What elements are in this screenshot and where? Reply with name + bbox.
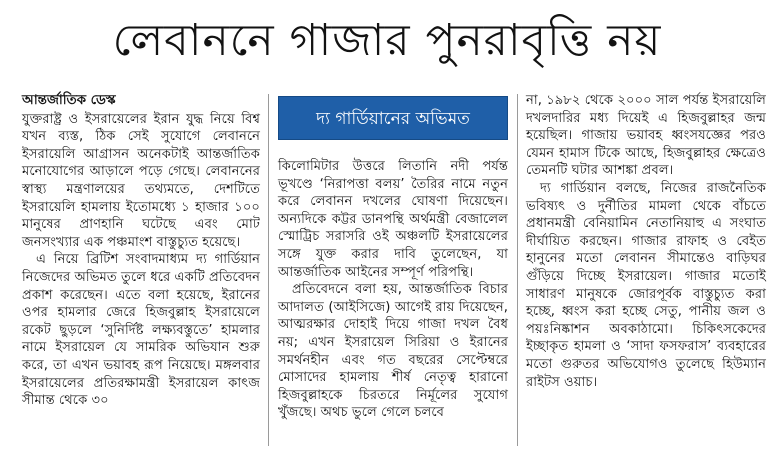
column-rule [268, 94, 269, 446]
paragraph: দ্য গার্ডিয়ান বলছে, নিজের রাজনৈতিক ভবিষ্যৎ ও দুর্নীতির মামলা থেকে বাঁচতে প্রধানমন্ত্রী বেনিয়ামিন নেতানিয়াহু এ সংঘাত দীর্ঘায়িত করছেন। গাজার রাফাহ ও বেইত হানুনের মতো লেবানন সীমান্তেও বাড়িঘর গুঁড়িয়ে দিচ্ছে ইসরায়েল। গাজার মতোই সাধারণ মানুষকে জোরপূর্বক বাস্তুচ্যুত করা হচ্ছে, ধ্বংস করা হচ্ছে সেতু, পানীয় জল ও পয়ঃনিষ্কাশন অবকাঠামো। চিকিৎসকেদের ইচ্ছাকৃত হামলা ও ‘সাদা ফসফরাস’ ব্যবহারের মতো গুরুতর অভিযোগও তুলেছে হিউম্যান রাইটস ওয়াচ। [526, 180, 766, 390]
paragraph: প্রতিবেদনে বলা হয়, আন্তর্জাতিক বিচার আদালত (আইসিজে) আগেই রায় দিয়েছেন, আত্মরক্ষার দোহাই দিয়ে গাজা দখল বৈধ নয়; এখন ইসরায়েল সিরিয়া ও ইরানের সমর্থনহীন এবং গত বছরের সেপ্টেম্বরে মোসাদের হামলায় শীর্ষ নেতৃত্ব হারানো হিজবুল্লাহকে চিরতরে নির্মূলের সুযোগ খুঁজছে। অথচ ভুলে গেলে চলবে [278, 282, 508, 421]
headline: লেবাননে গাজার পুনরাবৃত্তি নয় [112, 15, 662, 66]
column-2 [278, 158, 508, 422]
paragraph: কিলোমিটার উত্তরে লিতানি নদী পর্যন্ত ভূখণ্ডে ‘নিরাপত্তা বলয়’ তৈরির নামে নতুন করে লেবানন দখলের ঘোষণা দিয়েছেন। অন্যদিকে কট্টর ডানপন্থি অর্থমন্ত্রী বেজালেল স্মোট্রিচ সরাসরি ওই অঞ্চলটি ইসরায়েলের সঙ্গে যুক্ত করার দাবি তুলেছেন, যা আন্তর্জাতিক আইনের সম্পূর্ণ পরিপন্থি। [278, 159, 508, 280]
paragraph: না, ১৯৮২ থেকে ২০০০ সাল পর্যন্ত ইসরায়েলি দখলদারির মধ্য দিয়েই এ হিজবুল্লাহর জন্ম হয়েছিল। গাজায় ভয়াবহ ধ্বংসযজ্ঞের পরও যেমন হামাস টিকে আছে, হিজবুল্লাহর ক্ষেত্রেও তেমনটি ঘটার আশঙ্কা প্রবল। [526, 93, 766, 179]
column-3 [526, 92, 766, 391]
column-1 [22, 92, 260, 410]
paragraph: এ নিয়ে ব্রিটিশ সংবাদমাধ্যম দ্য গার্ডিয়ান নিজেদের অভিমত তুলে ধরে একটি প্রতিবেদন প্রকাশ করেছেন। এতে বলা হয়েছে, ইরানের ওপর হামলার জেরে হিজবুল্লাহ ইসরায়েলে রকেট ছুড়লে ‘সুনির্দিষ্ট লক্ষ্যবস্তুতে’ হামলার নামে ইসরায়েল যে সামরিক অভিযান শুরু করে, তা এখন ভয়াবহ রূপ নিয়েছে। মঙ্গলবার ইসরায়েলের প্রতিরক্ষামন্ত্রী ইসরায়েল কাৎজ সীমান্ত থেকে ৩০ [22, 252, 260, 409]
column-rule [517, 94, 518, 446]
callout-box: দ্য গার্ডিয়ানের অভিমত [278, 96, 508, 140]
paragraph: যুক্তরাষ্ট্র ও ইসরায়েলের ইরান যুদ্ধ নিয়ে বিশ্ব যখন ব্যস্ত, ঠিক সেই সুযোগে লেবাননে ইসরায়েলি আগ্রাসন অনেকটাই আন্তর্জাতিক মনোযোগের আড়ালে পড়ে গেছে। লেবাননের স্বাস্থ্য মন্ত্রণালয়ের তথ্যমতে, দেশটিতে ইসরায়েলি হামলায় ইতোমধ্যে ১ হাজার ১০০ মানুষের প্রাণহানি ঘটেছে এবং মোট জনসংখ্যার এক পঞ্চমাংশ বাস্তুচ্যুত হয়েছে। [22, 111, 260, 250]
dateline: আন্তর্জাতিক ডেস্ক [22, 93, 116, 108]
